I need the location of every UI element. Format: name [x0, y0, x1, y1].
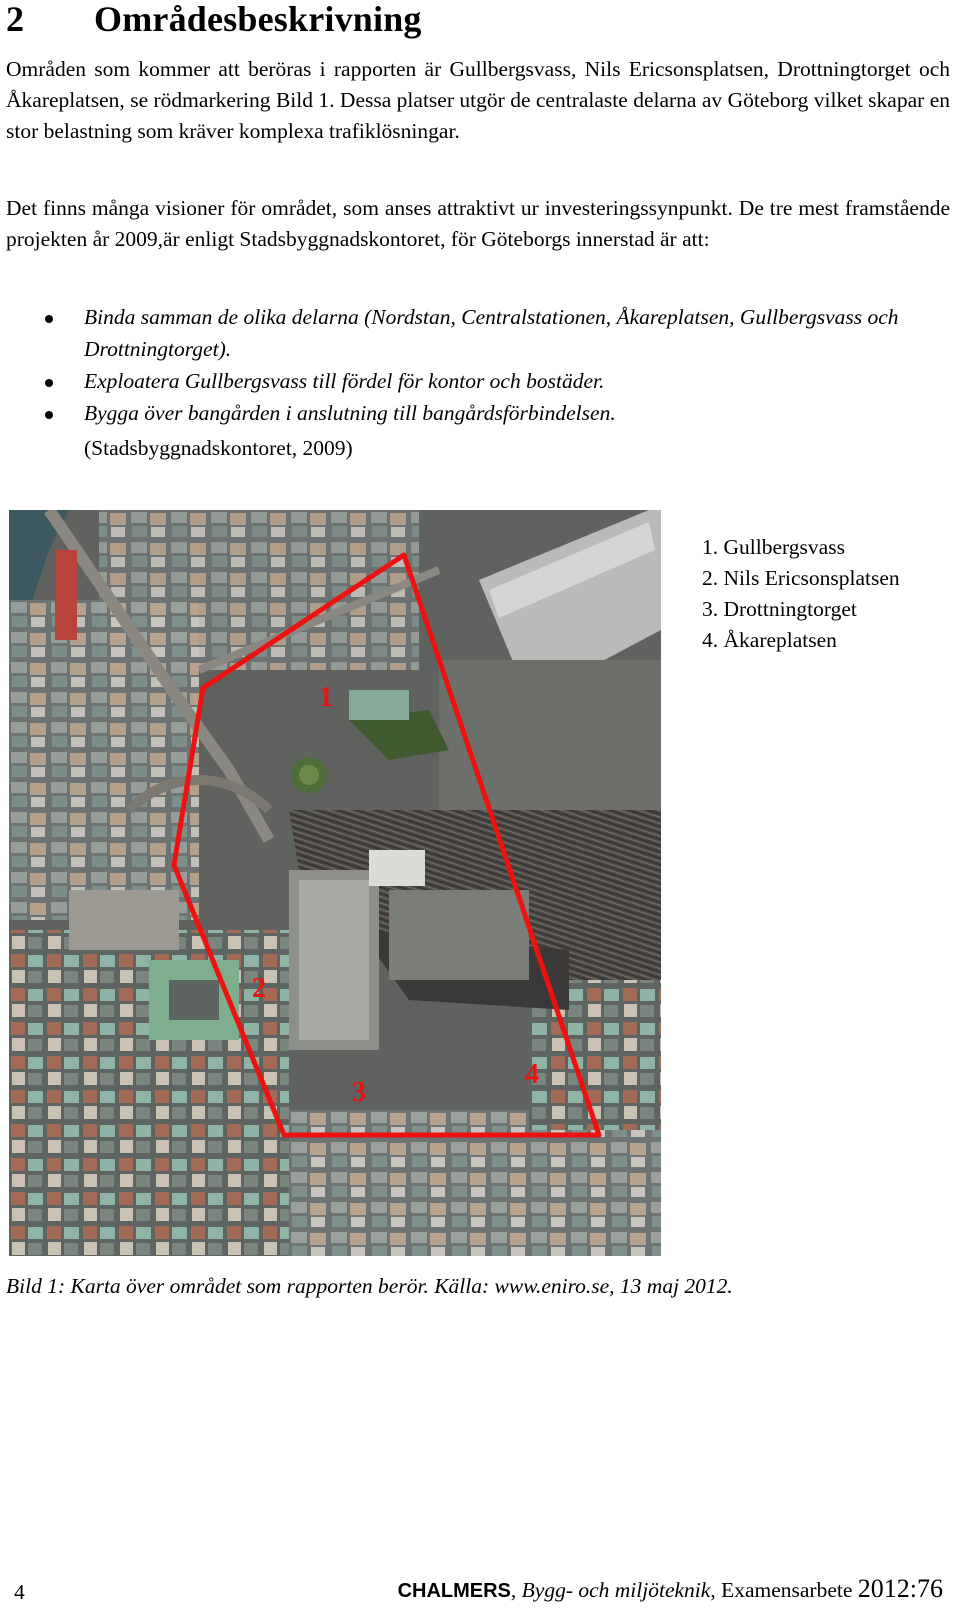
legend-item: 4. Åkareplatsen — [702, 628, 837, 652]
marker-1: 1 — [319, 682, 333, 713]
bullet-icon — [45, 411, 53, 419]
bullet-text: Exploatera Gullbergsvass till fördel för kontor och bostäder. — [84, 369, 605, 393]
footer-series: , Examensarbete — [710, 1578, 858, 1602]
bullet-text: Bygga över bangården i anslutning till bangårdsförbindelsen. — [84, 401, 616, 425]
footer-brand: CHALMERS — [397, 1580, 511, 1602]
aerial-photo — [9, 510, 661, 1256]
aerial-map-image — [9, 510, 661, 1256]
bullet-item — [6, 397, 950, 429]
page-number: 4 — [14, 1580, 25, 1604]
bullet-item — [6, 301, 950, 365]
bullet-icon — [45, 315, 53, 323]
project-bullet-list — [6, 301, 950, 429]
legend-item: 1. Gullbergsvass — [702, 535, 845, 559]
section-heading — [6, 0, 422, 40]
legend-item: 3. Drottningtorget — [702, 597, 857, 621]
footer-department: Bygg- och miljöteknik — [521, 1578, 711, 1602]
section-title: Områdesbeskrivning — [94, 0, 422, 39]
bullet-icon — [45, 379, 53, 387]
footer-year: 2012:76 — [857, 1574, 943, 1603]
map-legend — [702, 532, 900, 656]
marker-4: 4 — [525, 1059, 539, 1090]
bullet-text: Binda samman de olika delarna (Nordstan, Centralstationen, Åkareplatsen, Gullbergsvass och Drottningtorget). — [84, 305, 899, 361]
footer-separator: , — [510, 1578, 522, 1602]
section-number: 2 — [6, 0, 25, 39]
marker-3: 3 — [352, 1077, 366, 1108]
source-citation: (Stadsbyggnadskontoret, 2009) — [84, 436, 353, 460]
bullet-item — [6, 365, 950, 397]
page-footer — [398, 1574, 943, 1604]
legend-item: 2. Nils Ericsonsplatsen — [702, 566, 900, 590]
marker-2: 2 — [252, 973, 266, 1004]
paragraph-visions: Det finns många visioner för området, som anses attraktivt ur investeringssynpunkt. De tre mest framstående projekten år 2009,är enligt Stadsbyggnadskontoret, för Göteborgs innerstad är att: — [6, 196, 950, 251]
figure-caption: Bild 1: Karta över området som rapporten berör. Källa: www.eniro.se, 13 maj 2012. — [6, 1274, 733, 1298]
paragraph-areas: Områden som kommer att beröras i rapporten är Gullbergsvass, Nils Ericsonsplatsen, Drottningtorget och Åkareplatsen, se rödmarkering Bild 1. Dessa platser utgör de centralaste delarna av Göteborg vilket skapar en stor belastning som kräver komplexa trafiklösningar. — [6, 57, 950, 143]
